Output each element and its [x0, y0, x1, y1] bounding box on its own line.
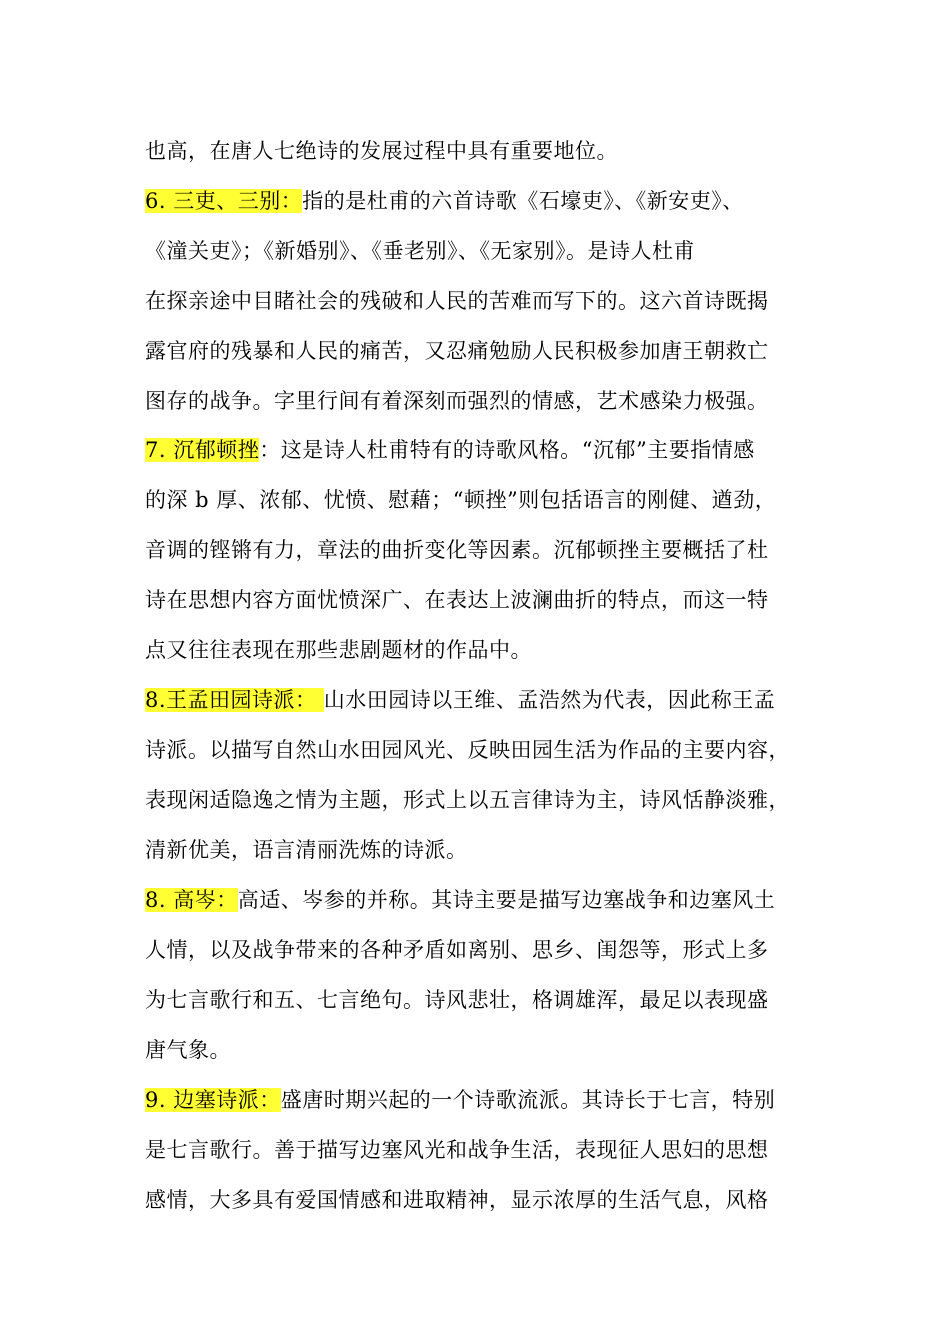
term-line	[145, 880, 825, 920]
text-line	[145, 281, 825, 321]
line-text: 唐气象。	[145, 1038, 231, 1062]
line-text: 也高，在唐人七绝诗的发展过程中具有重要地位。	[145, 139, 618, 163]
line-text: 清新优美，语言清丽洗炼的诗派。	[145, 838, 468, 862]
line-text: 诗派。以描写自然山水田园风光、反映田园生活为作品的主要内容，	[145, 738, 790, 762]
line-text: 《潼关吏》；《新婚别》、《垂老别》、《无家别》。是诗人杜甫	[145, 239, 695, 263]
term-line	[145, 680, 825, 720]
text-line	[145, 830, 825, 870]
line-text: 图存的战争。字里行间有着深刻而强烈的情感，艺术感染力极强。	[145, 389, 769, 413]
highlighted-term: 9. 边塞诗派：	[145, 1088, 281, 1112]
text-line	[145, 480, 825, 520]
term-line	[145, 430, 825, 470]
text-line	[145, 131, 825, 171]
line-text: 为七言歌行和五、七言绝句。诗风悲壮，格调雄浑，最足以表现盛	[145, 988, 769, 1012]
text-line	[145, 730, 825, 770]
line-text: 山水田园诗以王维、孟浩然为代表，因此称王孟	[323, 688, 776, 712]
text-line	[145, 1180, 825, 1220]
line-text: 点又往往表现在那些悲剧题材的作品中。	[145, 638, 532, 662]
text-line	[145, 331, 825, 371]
line-text: 的深 b 厚、浓郁、忧愤、慰藉；“顿挫”则包括语言的刚健、遒劲，	[145, 488, 777, 512]
highlighted-term: 8.王孟田园诗派：	[145, 688, 324, 712]
text-line	[145, 780, 825, 820]
term-line	[145, 181, 825, 221]
text-line	[145, 930, 825, 970]
line-text: 人情，以及战争带来的各种矛盾如离别、思乡、闺怨等，形式上多	[145, 938, 769, 962]
highlighted-term: 7. 沉郁顿挫	[145, 438, 260, 462]
line-text: 是七言歌行。善于描写边塞风光和战争生活，表现征人思妇的思想	[145, 1138, 769, 1162]
line-text: 露官府的残暴和人民的痛苦，又忍痛勉励人民积极参加唐王朝救亡	[145, 339, 769, 363]
text-line	[145, 1130, 825, 1170]
line-text: 在探亲途中目睹社会的残破和人民的苦难而写下的。这六首诗既揭	[145, 289, 769, 313]
term-line	[145, 1080, 825, 1120]
line-text: ：这是诗人杜甫特有的诗歌风格。“沉郁”主要指情感	[259, 438, 755, 462]
line-text: 音调的铿锵有力，章法的曲折变化等因素。沉郁顿挫主要概括了杜	[145, 538, 769, 562]
text-line	[145, 980, 825, 1020]
line-text: 表现闲适隐逸之情为主题，形式上以五言律诗为主，诗风恬静淡雅，	[145, 788, 790, 812]
line-text: 盛唐时期兴起的一个诗歌流派。其诗长于七言，特别	[280, 1088, 776, 1112]
text-line	[145, 630, 825, 670]
line-text: 感情，大多具有爱国情感和进取精神，显示浓厚的生活气息，风格	[145, 1188, 769, 1212]
line-text: 诗在思想内容方面忧愤深广、在表达上波澜曲折的特点，而这一特	[145, 588, 769, 612]
text-line	[145, 231, 825, 271]
highlighted-term: 6. 三吏、三别：	[145, 189, 303, 213]
text-line	[145, 580, 825, 620]
highlighted-term: 8. 高岑：	[145, 888, 238, 912]
text-line	[145, 530, 825, 570]
text-line	[145, 1030, 825, 1070]
line-text: 指的是杜甫的六首诗歌《石壕吏》、《新安吏》、	[302, 189, 744, 213]
line-text: 高适、岑参的并称。其诗主要是描写边塞战争和边塞风土	[237, 888, 776, 912]
text-line	[145, 381, 825, 421]
